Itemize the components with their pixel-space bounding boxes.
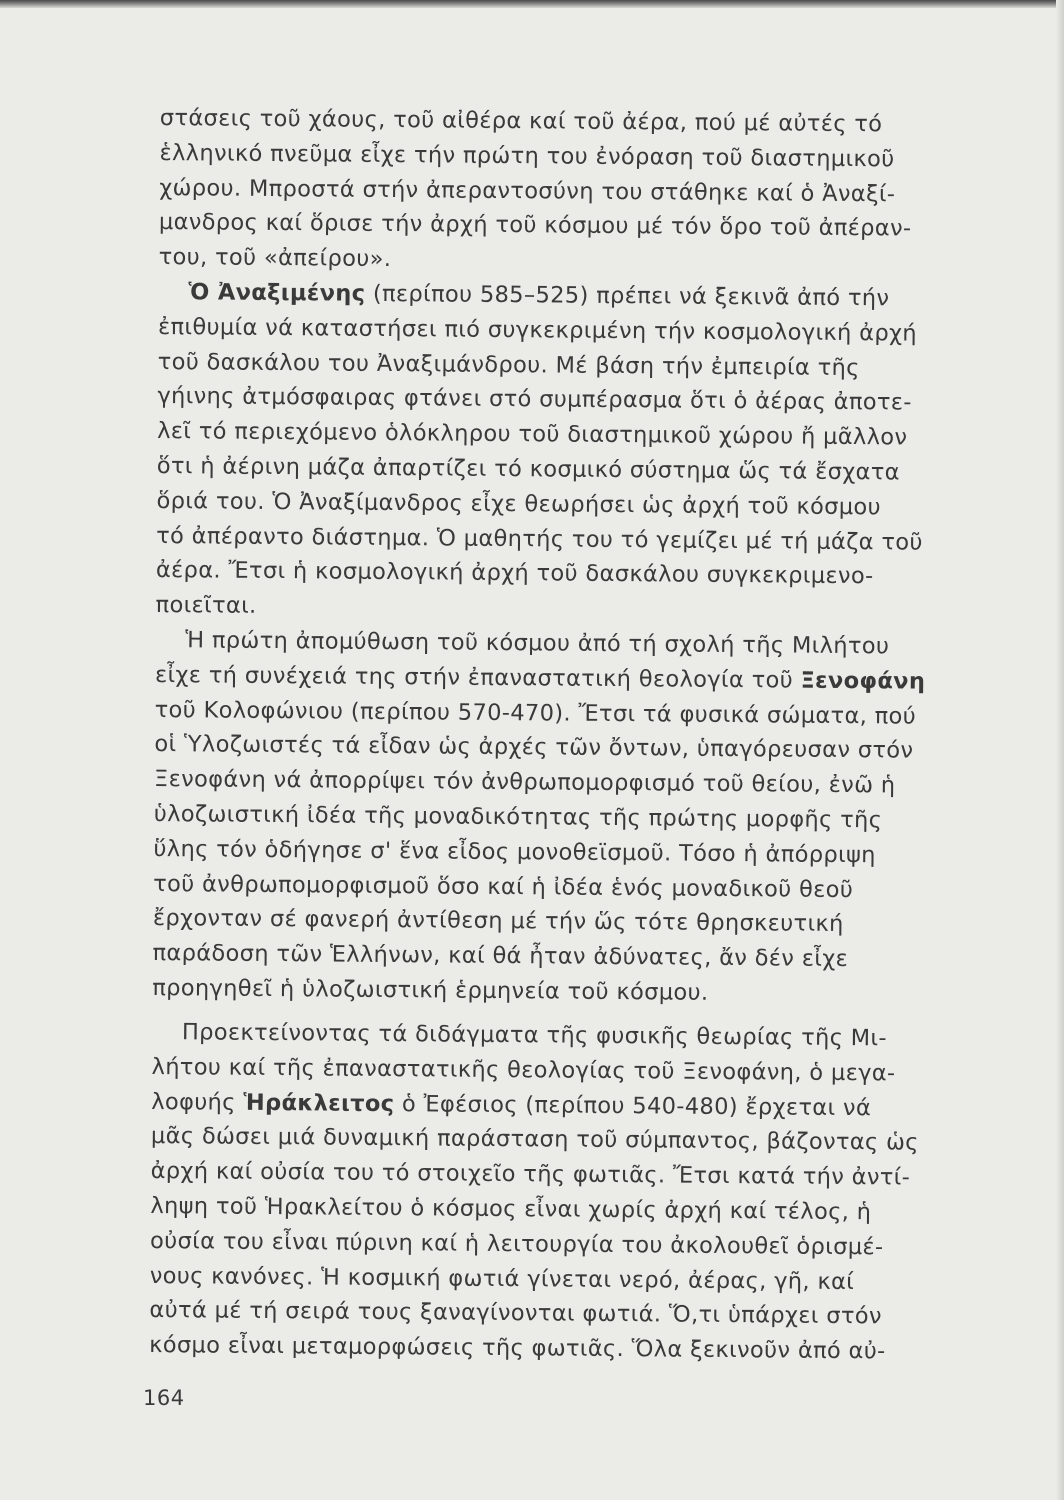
- name-anaximenes: Ὁ Ἀναξιμένης: [188, 279, 366, 307]
- text-line: [188, 277, 889, 313]
- text-line: Προεκτείνοντας τά διδάγματα τῆς φυσικῆς θεωρίας τῆς Μι-: [181, 1019, 888, 1052]
- text-line: ὅριά του. Ὁ Ἀναξίμανδρος εἶχε θεωρήσει ὡς ἀρχή τοῦ κόσμου: [156, 487, 882, 521]
- text-line: γήινης ἀτμόσφαιρας φτάνει στό συμπέρασμα ὅτι ὁ ἀέρας ἀποτε-: [157, 383, 912, 416]
- name-heraclitus: Ἡράκλειτος: [243, 1089, 395, 1117]
- text-line: νους κανόνες. Ἡ κοσμική φωτιά γίνεται νερό, ἀέρας, γῆ, καί: [149, 1262, 855, 1295]
- text-line: τοῦ δασκάλου του Ἀναξιμάνδρου. Μέ βάση τήν ἐμπειρία τῆς: [157, 348, 860, 381]
- body-text: [149, 103, 990, 1365]
- text-line: χώρου. Μπροστά στήν ἀπεραντοσύνη του στάθηκε καί ὁ Ἀναξί-: [159, 174, 896, 208]
- text-line: ὑλοζωιστική ἰδέα τῆς μοναδικότητας τῆς πρώτης μορφῆς τῆς: [153, 800, 883, 834]
- text-line: τοῦ Κολοφώνιου (περίπου 570-470). Ἔτσι τά φυσικά σώματα, πού: [154, 696, 917, 730]
- text-line: λήτου καί τῆς ἐπαναστατικῆς θεολογίας τοῦ Ξενοφάνη, ὁ μεγα-: [151, 1053, 896, 1087]
- text-line: οὐσία του εἶναι πύρινη καί ἡ λειτουργία του ἀκολουθεῖ ὁρισμέ-: [149, 1227, 884, 1261]
- text-line: αὐτά μέ τή σειρά τους ξαναγίνονται φωτιά. Ὅ,τι ὑπάρχει στόν: [149, 1297, 882, 1330]
- text-line: ποιεῖται.: [155, 592, 257, 620]
- text-line: ἑλληνικό πνεῦμα εἶχε τήν πρώτη του ἐνόραση τοῦ διαστημικοῦ: [159, 139, 895, 173]
- text-line: του, τοῦ «ἀπείρου».: [158, 244, 392, 273]
- scan-right-edge: [1056, 0, 1064, 1500]
- text-line: μᾶς δώσει μιά δυναμική παράσταση τοῦ σύμπαντος, βάζοντας ὡς: [150, 1123, 919, 1157]
- text-segment: εἶχε τή συνέχειά της στήν ἐπαναστατική θεολογία τοῦ: [154, 661, 801, 694]
- text-line: Ξενοφάνη νά ἀπορρίψει τόν ἀνθρωπομορφισμό τοῦ θείου, ἐνῶ ἡ: [153, 766, 896, 799]
- text-line: ἀέρα. Ἔτσι ἡ κοσμολογική ἀρχή τοῦ δασκάλου συγκεκριμενο-: [155, 557, 874, 590]
- text-line: οἱ Ὑλοζωιστές τά εἶδαν ὡς ἀρχές τῶν ὄντων, ὑπαγόρευσαν στόν: [154, 731, 914, 764]
- text-line: μανδρος καί ὅρισε τήν ἀρχή τοῦ κόσμου μέ τόν ὅρο τοῦ ἀπέραν-: [158, 209, 912, 242]
- text-segment: λοφυής: [151, 1088, 244, 1116]
- text-line: λεῖ τό περιεχόμενο ὁλόκληρου τοῦ διαστημικοῦ χώρου ἤ μᾶλλον: [157, 418, 908, 451]
- text-line: τοῦ ἀνθρωπομορφισμοῦ ὅσο καί ἡ ἰδέα ἑνός μοναδικοῦ θεοῦ: [153, 870, 854, 903]
- text-line: τό ἀπέραντο διάστημα. Ὁ μαθητής του τό γεμίζει μέ τή μάζα τοῦ: [156, 522, 923, 556]
- text-line: κόσμο εἶναι μεταμορφώσεις τῆς φωτιᾶς. Ὅλα ξεκινοῦν ἀπό αὐ-: [149, 1332, 886, 1365]
- text-line: ἐπιθυμία νά καταστήσει πιό συγκεκριμένη τήν κοσμολογική ἀρχή: [157, 313, 918, 347]
- text-line: Ἡ πρώτη ἀπομύθωση τοῦ κόσμου ἀπό τή σχολή τῆς Μιλήτου: [185, 627, 890, 660]
- text-line: ὅτι ἡ ἀέρινη μάζα ἀπαρτίζει τό κοσμικό σύστημα ὥς τά ἔσχατα: [156, 452, 900, 486]
- text-line: προηγηθεῖ ἡ ὑλοζωιστική ἑρμηνεία τοῦ κόσμου.: [152, 974, 709, 1006]
- text-segment: (περίπου 585–525) πρέπει νά ξεκινᾶ ἀπό τήν: [365, 280, 890, 312]
- text-line: παράδοση τῶν Ἑλλήνων, καί θά ἦταν ἀδύνατες, ἄν δέν εἶχε: [152, 940, 849, 973]
- text-line: [151, 1087, 871, 1123]
- scan-top-edge: [0, 0, 1064, 8]
- text-line: ἔρχονταν σέ φανερή ἀντίθεση μέ τήν ὥς τότε θρησκευτική: [152, 905, 844, 938]
- text-line: [155, 660, 926, 697]
- text-line: ἀρχή καί οὐσία του τό στοιχεῖο τῆς φωτιᾶς. Ἔτσι κατά τήν ἀντί-: [150, 1158, 911, 1191]
- text-line: ὕλης τόν ὁδήγησε σ' ἕνα εἶδος μονοθεϊσμοῦ. Τόσο ἡ ἀπόρριψη: [153, 835, 876, 869]
- text-line: ληψη τοῦ Ἡρακλείτου ὁ κόσμος εἶναι χωρίς ἀρχή καί τέλος, ἡ: [150, 1192, 872, 1226]
- text-segment: ὁ Ἐφέσιος (περίπου 540-480) ἔρχεται νά: [394, 1090, 872, 1121]
- name-xenophanes: Ξενοφάνη: [800, 667, 926, 695]
- text-line: στάσεις τοῦ χάους, τοῦ αἰθέρα καί τοῦ ἀέρα, πού μέ αὐτές τό: [159, 104, 883, 138]
- page-number: 164: [143, 1386, 185, 1410]
